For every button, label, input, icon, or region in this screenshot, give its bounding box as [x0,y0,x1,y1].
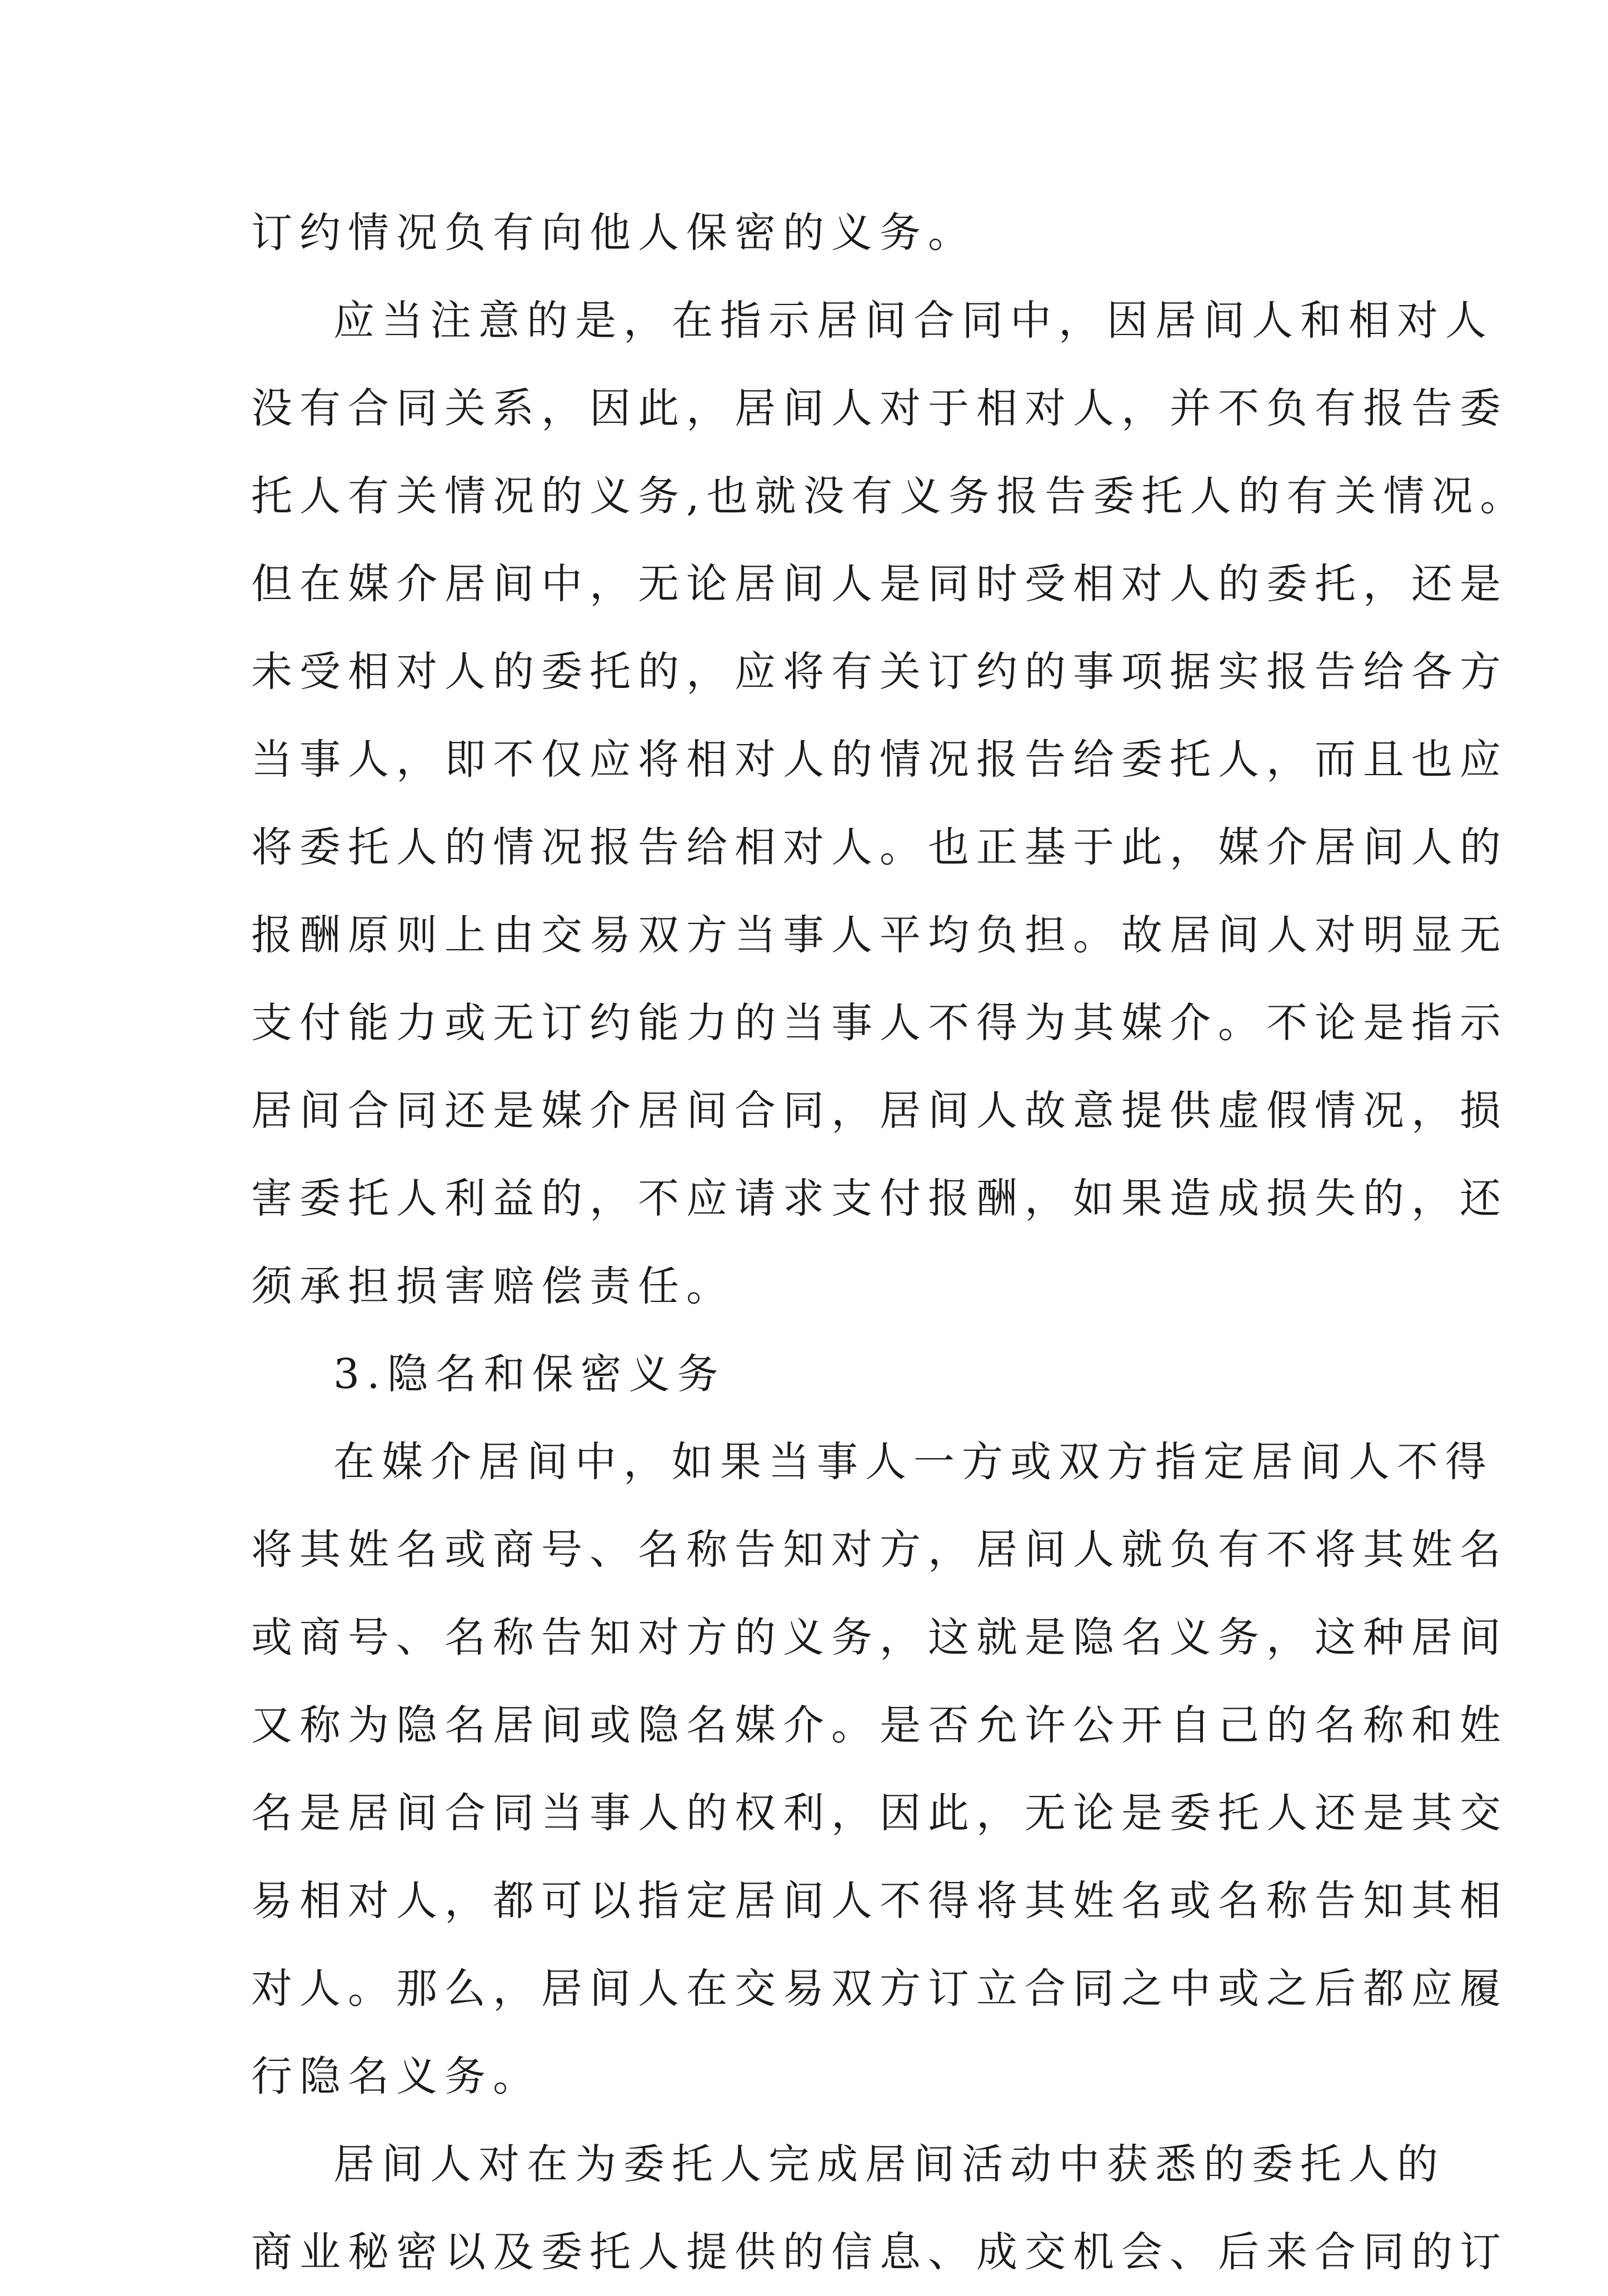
text-line: 未受相对人的委托的，应将有关订约的事项据实报告给各方 [251,648,1508,696]
text-line: 没有合同关系，因此，居间人对于相对人，并不负有报告委 [251,385,1508,432]
section-heading: 3.隐名和保密义务 [333,1350,726,1398]
text-line: 当事人，即不仅应将相对人的情况报告给委托人，而且也应 [251,736,1508,783]
text-line: 居间合同还是媒介居间合同，居间人故意提供虚假情况，损 [251,1087,1508,1135]
text-line: 名是居间合同当事人的权利，因此，无论是委托人还是其交 [251,1789,1508,1837]
paragraph-start-line: 在媒介居间中，如果当事人一方或双方指定居间人不得 [333,1438,1494,1486]
paragraph-start-line: 应当注意的是，在指示居间合同中，因居间人和相对人 [333,297,1494,345]
text-line: 商业秘密以及委托人提供的信息、成交机会、后来合同的订 [251,2228,1508,2276]
text-line: 将其姓名或商号、名称告知对方，居间人就负有不将其姓名 [251,1526,1508,1574]
text-line: 订约情况负有向他人保密的义务。 [251,209,976,257]
text-line: 对人。那么，居间人在交易双方订立合同之中或之后都应履 [251,1965,1508,2013]
text-line: 或商号、名称告知对方的义务，这就是隐名义务，这种居间 [251,1614,1508,1661]
text-line: 将委托人的情况报告给相对人。也正基于此，媒介居间人的 [251,823,1508,871]
paragraph-start-line: 居间人对在为委托人完成居间活动中获悉的委托人的 [333,2140,1445,2188]
text-line: 行隐名义务。 [251,2053,541,2100]
text-line: 易相对人，都可以指定居间人不得将其姓名或名称告知其相 [251,1877,1508,1925]
text-line: 须承担损害赔偿责任。 [251,1262,735,1310]
body-text [251,189,1529,2296]
text-line: 支付能力或无订约能力的当事人不得为其媒介。不论是指示 [251,999,1508,1047]
text-line: 害委托人利益的，不应请求支付报酬，如果造成损失的，还 [251,1175,1508,1222]
text-line: 托人有关情况的义务,也就没有义务报告委托人的有关情况。 [251,472,1529,520]
text-line: 报酬原则上由交易双方当事人平均负担。故居间人对明显无 [251,911,1508,959]
text-line: 又称为隐名居间或隐名媒介。是否允许公开自己的名称和姓 [251,1701,1508,1749]
text-line: 但在媒介居间中，无论居间人是同时受相对人的委托，还是 [251,560,1508,608]
